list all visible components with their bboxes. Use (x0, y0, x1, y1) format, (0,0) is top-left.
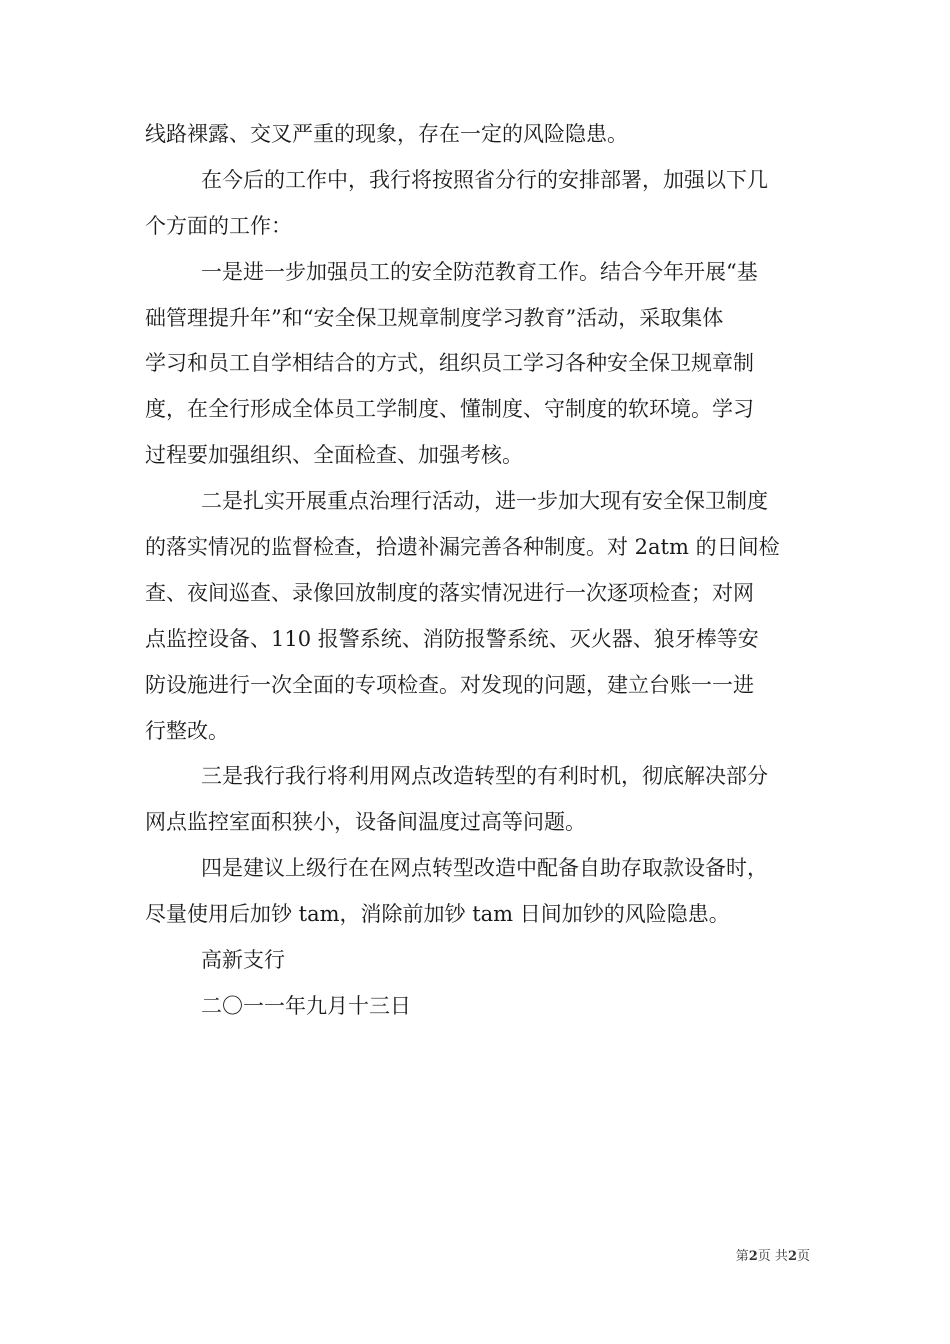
total-pages: 2 (787, 1249, 797, 1264)
page-number-middle: 页 共 (757, 1249, 788, 1264)
text-line: 四是建议上级行在在网点转型改造中配备自助存取款设备时， (201, 856, 768, 881)
text-line: 的落实情况的监督检查，拾遗补漏完善各种制度。对 2atm 的日间检 (145, 535, 780, 560)
page-number-suffix: 页 (796, 1249, 810, 1264)
text-line: 一是进一步加强员工的安全防范教育工作。结合今年开展“基 (201, 259, 758, 284)
text-line: 网点监控室面积狭小，设备间温度过高等问题。 (145, 810, 586, 835)
text-line: 点监控设备、110 报警系统、消防报警系统、灭火器、狼牙棒等安 (145, 626, 759, 651)
signature-date: 二〇一一年九月十三日 (201, 993, 411, 1018)
text-line: 三是我行我行将利用网点改造转型的有利时机，彻底解决部分 (201, 764, 768, 789)
text-line: 过程要加强组织、全面检查、加强考核。 (145, 443, 523, 468)
text-line: 础管理提升年”和“安全保卫规章制度学习教育”活动，采取集体 (145, 305, 724, 330)
text-line: 查、夜间巡查、录像回放制度的落实情况进行一次逐项检查；对网 (145, 580, 754, 605)
text-line: 个方面的工作： (145, 213, 292, 238)
text-line: 线路裸露、交叉严重的现象，存在一定的风险隐患。 (145, 122, 628, 146)
document-body (145, 112, 807, 1030)
page-number (710, 1248, 810, 1266)
page-number-prefix: 第 (735, 1249, 749, 1264)
text-line: 学习和员工自学相结合的方式，组织员工学习各种安全保卫规章制 (145, 351, 754, 376)
text-line: 度，在全行形成全体员工学制度、懂制度、守制度的软环境。学习 (145, 397, 754, 422)
text-line: 防设施进行一次全面的专项检查。对发现的问题，建立台账一一进 (145, 672, 754, 697)
current-page: 2 (748, 1249, 758, 1264)
signature-org: 高新支行 (201, 948, 285, 973)
text-line: 二是扎实开展重点治理行活动，进一步加大现有安全保卫制度 (201, 489, 768, 514)
text-line: 在今后的工作中，我行将按照省分行的安排部署，加强以下几 (201, 167, 768, 192)
text-line: 尽量使用后加钞 tam，消除前加钞 tam 日间加钞的风险隐患。 (145, 902, 730, 927)
text-line: 行整改。 (145, 718, 229, 743)
